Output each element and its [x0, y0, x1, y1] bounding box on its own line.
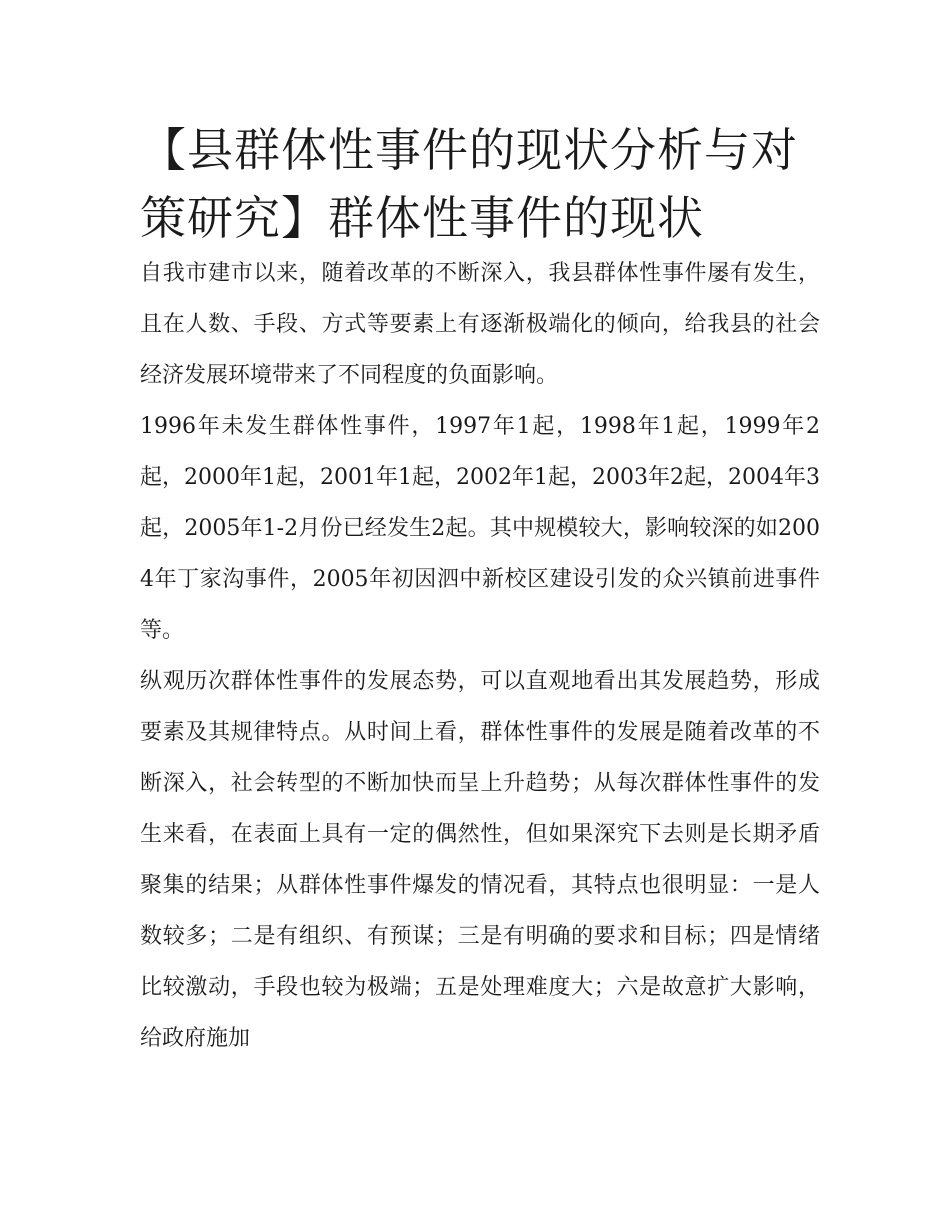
- paragraph-statistics: 1996年未发生群体性事件，1997年1起，1998年1起，1999年2起，2000年1起，2001年1起，2002年1起，2003年2起，2004年3起，2005年1-2月份已经发生2起。其中规模较大，影响较深的如2004年丁家沟事件，2005年初因泗中新校区建设引发的众兴镇前进事件等。: [140, 414, 820, 643]
- document-body: [140, 248, 820, 1064]
- paragraph-intro: 自我市建市以来，随着改革的不断深入，我县群体性事件屡有发生，且在人数、手段、方式等要素上有逐渐极端化的倾向，给我县的社会经济发展环境带来了不同程度的负面影响。: [140, 261, 820, 388]
- paragraph-analysis: 纵观历次群体性事件的发展态势，可以直观地看出其发展趋势，形成要素及其规律特点。从时间上看，群体性事件的发展是随着改革的不断深入，社会转型的不断加快而呈上升趋势；从每次群体性事件的发生来看，在表面上具有一定的偶然性，但如果深究下去则是长期矛盾聚集的结果；从群体性事件爆发的情况看，其特点也很明显：一是人数较多；二是有组织、有预谋；三是有明确的要求和目标；四是情绪比较激动，手段也较为极端；五是处理难度大；六是故意扩大影响，给政府施加: [140, 669, 820, 1051]
- document-title: 【县群体性事件的现状分析与对策研究】群体性事件的现状: [140, 123, 798, 245]
